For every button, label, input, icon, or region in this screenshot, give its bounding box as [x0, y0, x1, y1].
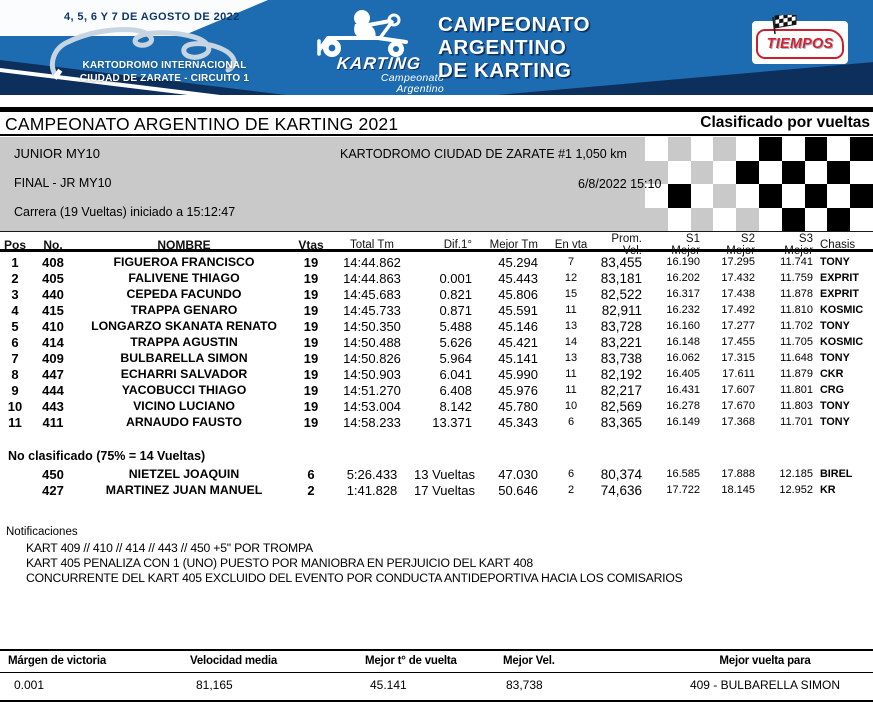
cell-avg-speed: 82,217	[600, 382, 642, 398]
cell-driver-name: FIGUEROA FRANCISCO	[113, 255, 255, 269]
karting-sub1: Campeonato	[380, 72, 444, 84]
checker-square	[736, 184, 759, 208]
cell-pos: 4	[11, 302, 19, 318]
table-row	[0, 350, 873, 366]
cell-best-lap-number: 11	[565, 368, 577, 380]
cell-total-time: 14:58.233	[343, 414, 401, 430]
cell-laps: 19	[303, 286, 319, 302]
summary-footer	[0, 649, 873, 702]
cell-chassis: KOSMIC	[820, 304, 864, 316]
summary-label-avg-speed: Velocidad media	[190, 655, 278, 667]
col-s1-mejor: S1 Mejor	[671, 233, 700, 257]
cell-driver-name: NIETZEL JOAQUIN	[128, 467, 240, 481]
cell-laps: 19	[303, 334, 319, 350]
championship-title-line2: ARGENTINO	[438, 36, 567, 59]
cell-avg-speed: 83,728	[600, 318, 642, 334]
cell-best-lap: 45.990	[498, 366, 538, 382]
checkered-flag-icon	[770, 15, 800, 35]
table-row	[0, 286, 873, 302]
col-total-tm: Total Tm	[350, 239, 394, 251]
cell-s3-best: 12.952	[779, 484, 813, 496]
cell-s2-best: 17.315	[721, 352, 755, 364]
cell-laps: 19	[303, 254, 319, 270]
table-row	[0, 334, 873, 350]
col-s3-mejor: S3 Mejor	[784, 233, 813, 257]
checker-square	[668, 161, 691, 185]
cell-total-time: 14:44.862	[343, 254, 401, 270]
checker-square	[713, 137, 736, 161]
cell-laps: 19	[303, 270, 319, 286]
cell-gap-to-first: 0.871	[439, 302, 472, 318]
cell-s3-best: 11.801	[780, 384, 813, 396]
cell-avg-speed: 74,636	[600, 482, 642, 498]
checker-square	[805, 161, 828, 185]
cell-kart-number: 444	[42, 382, 64, 398]
karting-logo	[316, 8, 446, 95]
results-header-row	[0, 233, 873, 257]
cell-chassis: KOSMIC	[820, 336, 864, 348]
session-info-box	[0, 137, 873, 232]
summary-label-margin: Márgen de victoria	[8, 655, 107, 667]
cell-total-time: 14:45.733	[343, 302, 401, 318]
cell-total-time: 1:41.828	[346, 482, 398, 498]
cell-s1-best: 17.722	[666, 484, 700, 496]
cell-chassis: TONY	[820, 400, 850, 412]
cell-s3-best: 11.701	[780, 416, 813, 428]
cell-avg-speed: 83,365	[600, 414, 642, 430]
cell-gap-to-first: 17 Vueltas	[414, 482, 475, 498]
cell-best-lap: 50.646	[498, 482, 538, 498]
cell-chassis: BIREL	[820, 468, 853, 480]
cell-s2-best: 17.368	[721, 416, 755, 428]
cell-s3-best: 11.803	[780, 400, 813, 412]
checker-square	[713, 184, 736, 208]
cell-driver-name: YACOBUCCI THIAGO	[121, 383, 247, 397]
cell-best-lap-number: 10	[564, 400, 578, 412]
checker-square	[691, 161, 714, 185]
cell-chassis: EXPRIT	[820, 288, 859, 300]
classification-mode-label: Clasificado por vueltas	[700, 114, 870, 131]
cell-driver-name: ARNAUDO FAUSTO	[126, 415, 242, 429]
summary-label-best-lap-by: Mejor vuelta para	[719, 655, 811, 667]
cell-kart-number: 447	[42, 366, 64, 382]
checkered-pattern	[645, 137, 873, 231]
cell-driver-name: ECHARRI SALVADOR	[120, 367, 248, 381]
table-row	[0, 382, 873, 398]
nc-rows	[0, 466, 873, 498]
cell-laps: 2	[307, 482, 315, 498]
summary-value-best-speed: 83,738	[506, 678, 543, 692]
checker-square	[805, 184, 828, 208]
cell-chassis: TONY	[820, 416, 850, 428]
cell-laps: 19	[303, 318, 319, 334]
cell-s3-best: 11.741	[780, 256, 813, 268]
cell-avg-speed: 82,522	[600, 286, 642, 302]
cell-best-lap: 45.421	[498, 334, 538, 350]
cell-best-lap: 45.976	[498, 382, 538, 398]
cell-s2-best: 17.888	[721, 468, 755, 480]
summary-divider	[0, 672, 873, 673]
cell-total-time: 14:45.683	[343, 286, 401, 302]
cell-best-lap: 45.591	[498, 302, 538, 318]
cell-total-time: 14:50.903	[343, 366, 401, 382]
cell-best-lap-number: 6	[567, 416, 575, 428]
divider-bar	[0, 107, 873, 112]
cell-best-lap-number: 2	[567, 484, 575, 496]
venue-line2: CIUDAD DE ZARATE - CIRCUITO 1	[79, 73, 250, 84]
cell-avg-speed: 82,911	[601, 302, 642, 318]
cell-pos: 11	[8, 414, 22, 430]
cell-best-lap-number: 15	[564, 288, 578, 300]
cell-best-lap: 45.146	[498, 318, 538, 334]
notification-line: CONCURRENTE DEL KART 405 EXCLUIDO DEL EVENTO POR CONDUCTA ANTIDEPORTIVA HACIA LOS COMISARIOS	[26, 571, 683, 585]
col-mejor-tm: Mejor Tm	[489, 239, 538, 251]
cell-gap-to-first: 0.821	[439, 286, 472, 302]
checker-square	[645, 208, 668, 232]
cell-avg-speed: 83,181	[600, 270, 642, 286]
cell-pos: 2	[11, 270, 19, 286]
cell-kart-number: 414	[42, 334, 64, 350]
checker-square	[759, 208, 782, 232]
cell-pos: 7	[11, 350, 19, 366]
cell-avg-speed: 82,192	[600, 366, 642, 382]
checker-square	[645, 137, 668, 161]
col-no: No.	[43, 238, 63, 252]
cell-best-lap: 45.294	[498, 254, 538, 270]
cell-s1-best: 16.160	[666, 320, 700, 332]
cell-driver-name: TRAPPA GENARO	[130, 303, 238, 317]
notification-line: KART 405 PENALIZA CON 1 (UNO) PUESTO POR MANIOBRA EN PERJUICIO DEL KART 408	[26, 556, 533, 570]
cell-s1-best: 16.148	[666, 336, 700, 348]
summary-value-best-lap-by: 409 - BULBARELLA SIMON	[689, 678, 841, 692]
cell-best-lap: 45.443	[498, 270, 538, 286]
col-dif: Dif.1°	[443, 239, 472, 251]
tiempos-wordmark: TIEMPOS	[766, 36, 834, 52]
not-classified-title: No clasificado (75% = 14 Vueltas)	[8, 449, 206, 463]
cell-kart-number: 443	[42, 398, 64, 414]
cell-avg-speed: 83,455	[600, 254, 642, 270]
checker-square	[759, 184, 782, 208]
checker-square	[736, 161, 759, 185]
cell-best-lap-number: 14	[564, 336, 578, 348]
checker-square	[850, 208, 873, 232]
cell-chassis: CRG	[820, 384, 844, 396]
cell-best-lap-number: 7	[567, 256, 575, 268]
checker-square	[782, 184, 805, 208]
col-en-vta: En vta	[554, 239, 588, 251]
checker-square	[850, 161, 873, 185]
cell-best-lap: 45.141	[498, 350, 538, 366]
checker-square	[782, 208, 805, 232]
title-underline	[0, 134, 873, 136]
checker-square	[782, 137, 805, 161]
cell-gap-to-first: 5.964	[439, 350, 472, 366]
cell-pos: 3	[11, 286, 19, 302]
championship-title-line1: CAMPEONATO	[438, 13, 591, 36]
cell-pos: 9	[11, 382, 19, 398]
cell-total-time: 5:26.433	[346, 466, 398, 482]
cell-s2-best: 17.295	[721, 256, 755, 268]
cell-gap-to-first: 0.001	[439, 270, 472, 286]
cell-kart-number: 450	[42, 466, 64, 482]
cell-pos: 5	[11, 318, 19, 334]
session-label: FINAL - JR MY10	[14, 176, 112, 190]
cell-laps: 6	[307, 466, 315, 482]
cell-avg-speed: 83,221	[600, 334, 642, 350]
cell-laps: 19	[303, 366, 319, 382]
cell-driver-name: FALIVENE THIAGO	[128, 271, 240, 285]
championship-title	[438, 13, 590, 82]
category-label: JUNIOR MY10	[14, 146, 100, 161]
race-start-label: Carrera (19 Vueltas) iniciado a 15:12:47	[14, 205, 236, 219]
cell-driver-name: BULBARELLA SIMON	[120, 351, 248, 365]
summary-value-margin: 0.001	[14, 678, 45, 692]
checker-square	[850, 184, 873, 208]
cell-avg-speed: 83,738	[600, 350, 642, 366]
cell-chassis: CKR	[820, 368, 844, 380]
cell-total-time: 14:51.270	[343, 382, 401, 398]
summary-value-best-lap: 45.141	[370, 678, 407, 692]
checker-square	[805, 137, 828, 161]
cell-s1-best: 16.062	[666, 352, 700, 364]
cell-laps: 19	[303, 382, 319, 398]
cell-s2-best: 17.611	[722, 368, 755, 380]
cell-total-time: 14:50.488	[343, 334, 401, 350]
cell-laps: 19	[303, 398, 319, 414]
cell-s1-best: 16.278	[666, 400, 700, 412]
cell-driver-name: TRAPPA AGUSTIN	[130, 335, 238, 349]
cell-s2-best: 17.438	[721, 288, 755, 300]
cell-s1-best: 16.149	[666, 416, 700, 428]
cell-gap-to-first: 5.626	[439, 334, 472, 350]
event-banner	[0, 0, 873, 95]
checker-square	[713, 161, 736, 185]
checker-square	[827, 137, 850, 161]
cell-s3-best: 11.879	[780, 368, 813, 380]
cell-kart-number: 427	[42, 482, 64, 498]
checker-square	[668, 137, 691, 161]
col-prom-vel: Prom. Vel.	[611, 233, 642, 257]
checker-square	[827, 184, 850, 208]
col-vtas: Vtas	[298, 238, 324, 252]
table-row	[0, 302, 873, 318]
cell-chassis: TONY	[820, 256, 850, 268]
cell-s3-best: 12.185	[779, 468, 813, 480]
table-row	[0, 482, 873, 498]
col-nombre: NOMBRE	[157, 238, 211, 252]
cell-gap-to-first: 13.371	[432, 414, 472, 430]
notification-line: KART 409 // 410 // 414 // 443 // 450 +5" POR TROMPA	[26, 541, 313, 555]
cell-avg-speed: 80,374	[600, 466, 642, 482]
table-row	[0, 414, 873, 430]
cell-laps: 19	[303, 414, 319, 430]
venue-line1: KARTODROMO INTERNACIONAL	[82, 60, 247, 71]
cell-pos: 8	[11, 366, 19, 382]
table-row	[0, 318, 873, 334]
summary-label-best-lap: Mejor t° de vuelta	[365, 655, 457, 667]
cell-best-lap-number: 13	[564, 352, 578, 364]
cell-s3-best: 11.759	[780, 272, 813, 284]
venue-name	[62, 59, 267, 85]
cell-total-time: 14:50.350	[343, 318, 401, 334]
cell-best-lap-number: 12	[564, 272, 578, 284]
cell-total-time: 14:50.826	[343, 350, 401, 366]
cell-s2-best: 17.277	[721, 320, 755, 332]
cell-pos: 10	[7, 398, 23, 414]
cell-s1-best: 16.190	[666, 256, 700, 268]
cell-gap-to-first: 6.408	[439, 382, 472, 398]
cell-best-lap-number: 6	[567, 468, 575, 480]
cell-chassis: EXPRIT	[820, 272, 859, 284]
cell-s2-best: 18.145	[721, 484, 755, 496]
cell-best-lap-number: 13	[564, 320, 578, 332]
col-chasis: Chasis	[820, 239, 856, 251]
cell-chassis: TONY	[820, 352, 850, 364]
results-rows	[0, 254, 873, 430]
checker-square	[827, 161, 850, 185]
cell-s2-best: 17.432	[721, 272, 755, 284]
cell-s1-best: 16.232	[666, 304, 700, 316]
cell-kart-number: 408	[42, 254, 64, 270]
checker-square	[668, 208, 691, 232]
checker-square	[805, 208, 828, 232]
cell-s1-best: 16.202	[666, 272, 700, 284]
cell-best-lap: 47.030	[498, 466, 538, 482]
summary-value-avg-speed: 81,165	[196, 678, 233, 692]
checker-square	[827, 208, 850, 232]
cell-kart-number: 405	[42, 270, 64, 286]
cell-s2-best: 17.670	[721, 400, 755, 412]
cell-s3-best: 11.648	[780, 352, 813, 364]
cell-best-lap: 45.343	[498, 414, 538, 430]
cell-best-lap-number: 11	[565, 304, 577, 316]
cell-avg-speed: 82,569	[600, 398, 642, 414]
cell-gap-to-first: 5.488	[439, 318, 472, 334]
cell-kart-number: 440	[42, 286, 64, 302]
cell-kart-number: 415	[42, 302, 64, 318]
checker-square	[736, 208, 759, 232]
cell-best-lap: 45.806	[498, 286, 538, 302]
summary-label-best-speed: Mejor Vel.	[503, 655, 555, 667]
cell-driver-name: CEPEDA FACUNDO	[126, 287, 242, 301]
cell-total-time: 14:44.863	[343, 270, 401, 286]
table-row	[0, 270, 873, 286]
cell-kart-number: 411	[42, 414, 64, 430]
cell-s2-best: 17.455	[721, 336, 755, 348]
document-title: CAMPEONATO ARGENTINO DE KARTING 2021	[5, 114, 399, 134]
cell-s1-best: 16.405	[666, 368, 700, 380]
cell-gap-to-first: 6.041	[439, 366, 472, 382]
cell-driver-name: MARTINEZ JUAN MANUEL	[105, 483, 263, 497]
cell-kart-number: 409	[42, 350, 64, 366]
table-row	[0, 466, 873, 482]
cell-chassis: KR	[820, 484, 836, 496]
col-s2-mejor: S2 Mejor	[726, 233, 755, 257]
checker-square	[736, 137, 759, 161]
cell-s3-best: 11.702	[780, 320, 813, 332]
table-row	[0, 254, 873, 270]
checker-square	[850, 137, 873, 161]
track-label: KARTODROMO CIUDAD DE ZARATE #1 1,050 km	[340, 147, 627, 161]
kart-rider-icon	[316, 8, 442, 58]
cell-kart-number: 410	[42, 318, 64, 334]
cell-best-lap: 45.780	[498, 398, 538, 414]
checker-square	[759, 161, 782, 185]
table-row	[0, 398, 873, 414]
cell-gap-to-first: 13 Vueltas	[414, 466, 475, 482]
cell-pos: 6	[11, 334, 19, 350]
tiempos-logo	[752, 21, 848, 64]
cell-chassis: TONY	[820, 320, 850, 332]
cell-s3-best: 11.878	[780, 288, 813, 300]
notifications-title: Notificaciones	[6, 526, 78, 538]
cell-s3-best: 11.810	[780, 304, 813, 316]
checker-square	[759, 137, 782, 161]
cell-s2-best: 17.492	[721, 304, 755, 316]
cell-s3-best: 11.705	[780, 336, 813, 348]
cell-s1-best: 16.431	[666, 384, 700, 396]
cell-s1-best: 16.585	[666, 468, 700, 480]
cell-total-time: 14:53.004	[343, 398, 401, 414]
championship-title-line3: DE KARTING	[438, 59, 572, 82]
event-dates: 4, 5, 6 Y 7 DE AGOSTO DE 2022	[64, 11, 240, 23]
checker-square	[691, 184, 714, 208]
karting-wordmark: KARTING	[335, 54, 423, 73]
table-row	[0, 366, 873, 382]
cell-s2-best: 17.607	[721, 384, 755, 396]
cell-laps: 19	[303, 302, 319, 318]
cell-gap-to-first: 8.142	[439, 398, 472, 414]
checker-square	[782, 161, 805, 185]
cell-s1-best: 16.317	[666, 288, 700, 300]
session-datetime: 6/8/2022 15:10	[578, 177, 662, 191]
col-pos: Pos	[3, 238, 26, 252]
cell-best-lap-number: 11	[565, 384, 577, 396]
checker-square	[668, 184, 691, 208]
karting-sub2: Argentino	[396, 83, 444, 95]
checker-square	[713, 208, 736, 232]
cell-driver-name: LONGARZO SKANATA RENATO	[91, 319, 277, 333]
cell-laps: 19	[303, 350, 319, 366]
checker-square	[691, 208, 714, 232]
cell-driver-name: VICINO LUCIANO	[133, 399, 235, 413]
checker-square	[691, 137, 714, 161]
cell-pos: 1	[11, 254, 19, 270]
